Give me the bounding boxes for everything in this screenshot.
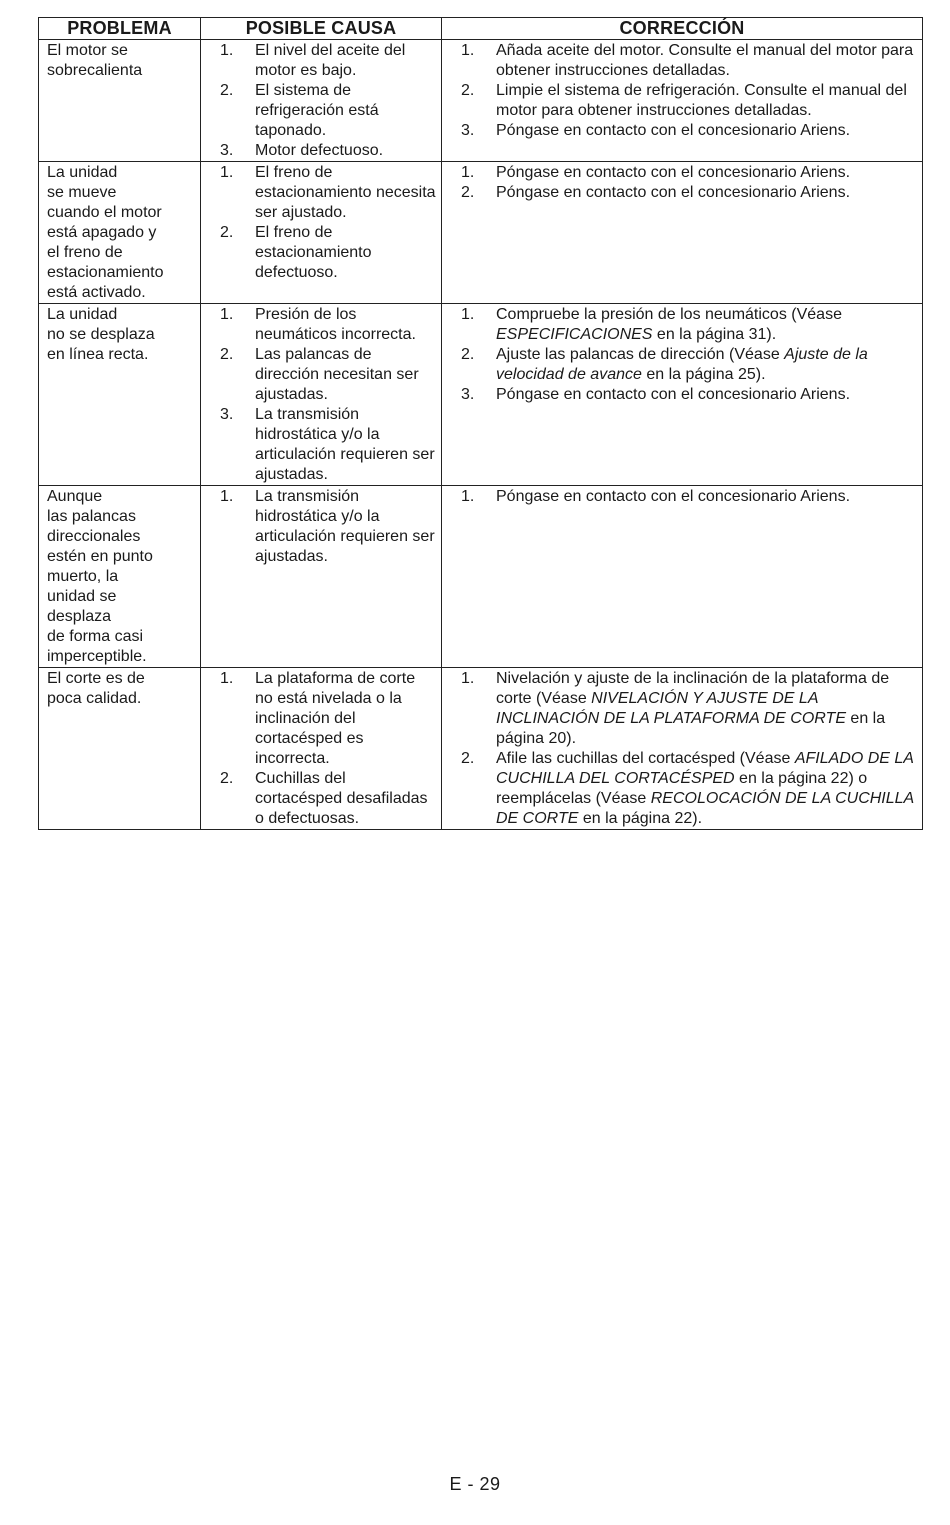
correction-number: 1.: [461, 164, 475, 181]
cause-number: 1.: [220, 488, 234, 505]
cause-item: [201, 163, 437, 223]
cause-number: 1.: [220, 164, 234, 181]
cause-item: [201, 223, 437, 283]
correction-text-part: Póngase en contacto con el concesionario Ariens.: [496, 386, 851, 403]
cause-item: [201, 669, 437, 769]
table-row: [39, 304, 923, 486]
correction-text-part: Ajuste las palancas de dirección (Véase: [496, 346, 785, 363]
table-row: [39, 486, 923, 668]
correction-text: [496, 345, 918, 385]
correction-text: [496, 669, 918, 749]
cause-number: 3.: [220, 406, 234, 423]
correction-text-part: Póngase en contacto con el concesionario Ariens.: [496, 122, 851, 139]
cause-item: [201, 405, 437, 485]
correction-item: [442, 669, 918, 749]
correction-item: [442, 749, 918, 829]
cause-text: La plataforma de corte no está nivelada o la inclinación del cortacésped es incorrecta.: [255, 670, 416, 767]
cause-item: [201, 81, 437, 141]
troubleshooting-table: [38, 17, 923, 830]
cause-text: Motor defectuoso.: [255, 142, 384, 159]
correction-text-part: Póngase en contacto con el concesionario Ariens.: [496, 488, 851, 505]
problem-text: La unidad no se desplaza en línea recta.: [47, 306, 155, 363]
correction-cell: [442, 162, 923, 304]
cause-cell: [201, 162, 442, 304]
cause-number: 1.: [220, 306, 234, 323]
correction-item: [442, 41, 918, 81]
correction-cell: [442, 486, 923, 668]
correction-text-part: en la página 20).: [496, 710, 886, 747]
cause-number: 2.: [220, 82, 234, 99]
cause-text: El nivel del aceite del motor es bajo.: [255, 42, 406, 79]
correction-item: [442, 183, 918, 203]
page-number: E - 29: [449, 1474, 501, 1494]
correction-text: [496, 385, 918, 405]
correction-number: 1.: [461, 670, 475, 687]
cause-cell: [201, 40, 442, 162]
correction-number: 1.: [461, 306, 475, 323]
problem-cell: [39, 486, 201, 668]
correction-number: 2.: [461, 184, 475, 201]
cause-text: El freno de estacionamiento defectuoso.: [255, 224, 372, 281]
correction-text: [496, 749, 918, 829]
correction-text: [496, 183, 918, 203]
header-problema: PROBLEMA: [39, 18, 201, 40]
correction-item: [442, 81, 918, 121]
correction-number: 2.: [461, 750, 475, 767]
cause-item: [201, 305, 437, 345]
correction-number: 2.: [461, 82, 475, 99]
correction-cell: [442, 304, 923, 486]
table-row: [39, 40, 923, 162]
cause-number: 2.: [220, 224, 234, 241]
table-row: [39, 162, 923, 304]
header-correccion: CORRECCIÓN: [442, 18, 923, 40]
cross-reference: RECOLOCACIÓN DE LA CUCHILLA DE CORTE: [496, 790, 914, 827]
cause-item: [201, 141, 437, 161]
cross-reference: AFILADO DE LA CUCHILLA DEL CORTACÉSPED: [496, 750, 914, 787]
problem-text: Aunque las palancas direccionales estén en punto muerto, la unidad se desplaza de forma casi imperceptible.: [47, 488, 153, 665]
problem-cell: [39, 668, 201, 830]
cause-cell: [201, 304, 442, 486]
problem-cell: [39, 304, 201, 486]
problem-cell: [39, 40, 201, 162]
correction-text: [496, 163, 918, 183]
cause-item: [201, 41, 437, 81]
correction-text-part: Compruebe la presión de los neumáticos (Véase: [496, 306, 842, 323]
correction-text-part: Póngase en contacto con el concesionario Ariens.: [496, 164, 851, 181]
correction-text: [496, 305, 918, 345]
correction-text-part: en la página 22).: [578, 810, 703, 827]
correction-text: [496, 487, 918, 507]
correction-text-part: Afile las cuchillas del cortacésped (Véase: [496, 750, 795, 767]
correction-item: [442, 305, 918, 345]
problem-text: La unidad se mueve cuando el motor está apagado y el freno de estacionamiento está activado.: [47, 164, 164, 301]
correction-text: [496, 41, 918, 81]
cause-item: [201, 487, 437, 567]
correction-text: [496, 121, 918, 141]
cross-reference: Ajuste de la velocidad de avance: [496, 346, 868, 383]
correction-text-part: en la página 22) o reemplácelas (Véase: [496, 770, 868, 807]
correction-text: [496, 81, 918, 121]
cause-cell: [201, 486, 442, 668]
correction-text-part: Nivelación y ajuste de la inclinación de la plataforma de corte (Véase: [496, 670, 890, 707]
correction-text-part: en la página 31).: [652, 326, 777, 343]
correction-item: [442, 163, 918, 183]
cause-item: [201, 345, 437, 405]
cause-text: Cuchillas del cortacésped desafiladas o defectuosas.: [255, 770, 428, 827]
problem-cell: [39, 162, 201, 304]
correction-item: [442, 345, 918, 385]
cause-text: La transmisión hidrostática y/o la articulación requieren ser ajustadas.: [255, 488, 435, 565]
correction-number: 3.: [461, 386, 475, 403]
correction-number: 3.: [461, 122, 475, 139]
problem-text: El corte es de poca calidad.: [47, 670, 145, 707]
correction-item: [442, 121, 918, 141]
correction-number: 2.: [461, 346, 475, 363]
cause-text: Las palancas de dirección necesitan ser ajustadas.: [255, 346, 419, 403]
correction-item: [442, 385, 918, 405]
cause-cell: [201, 668, 442, 830]
cause-number: 1.: [220, 670, 234, 687]
cause-text: La transmisión hidrostática y/o la articulación requieren ser ajustadas.: [255, 406, 435, 483]
correction-text-part: Añada aceite del motor. Consulte el manual del motor para obtener instrucciones detalladas.: [496, 42, 914, 79]
cause-number: 2.: [220, 770, 234, 787]
table-row: [39, 668, 923, 830]
correction-text-part: en la página 25).: [641, 366, 766, 383]
cause-number: 2.: [220, 346, 234, 363]
correction-item: [442, 487, 918, 507]
correction-number: 1.: [461, 42, 475, 59]
header-posible-causa: POSIBLE CAUSA: [201, 18, 442, 40]
correction-text-part: Póngase en contacto con el concesionario Ariens.: [496, 184, 851, 201]
cross-reference: ESPECIFICACIONES: [496, 326, 653, 343]
cause-text: El sistema de refrigeración está taponado.: [255, 82, 379, 139]
cause-text: El freno de estacionamiento necesita ser ajustado.: [255, 164, 436, 221]
correction-cell: [442, 668, 923, 830]
cross-reference: NIVELACIÓN Y AJUSTE DE LA INCLINACIÓN DE LA PLATAFORMA DE CORTE: [496, 690, 846, 727]
cause-text: Presión de los neumáticos incorrecta.: [255, 306, 416, 343]
cause-number: 3.: [220, 142, 234, 159]
problem-text: El motor se sobrecalienta: [47, 42, 143, 79]
table-header-row: [39, 18, 923, 40]
cause-number: 1.: [220, 42, 234, 59]
cause-item: [201, 769, 437, 829]
correction-text-part: Limpie el sistema de refrigeración. Consulte el manual del motor para obtener instrucciones detalladas.: [496, 82, 907, 119]
correction-cell: [442, 40, 923, 162]
correction-number: 1.: [461, 488, 475, 505]
